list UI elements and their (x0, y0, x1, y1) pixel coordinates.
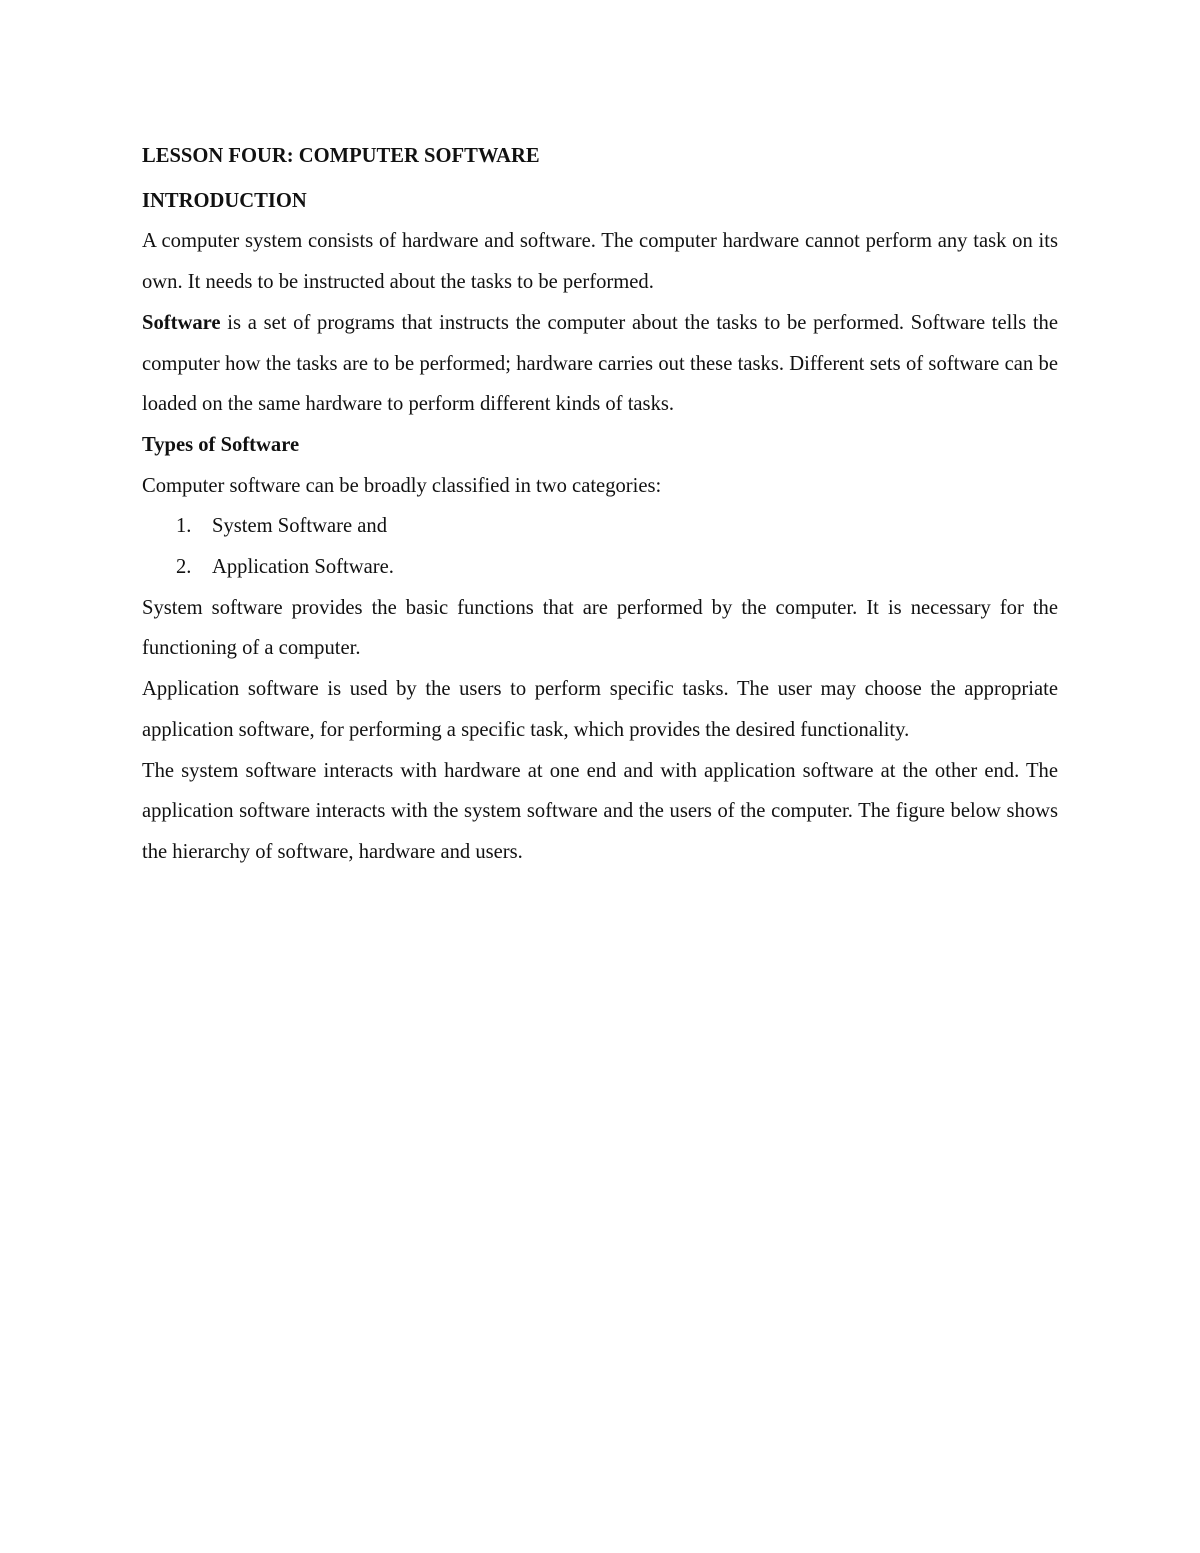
list-item (142, 506, 1058, 547)
interaction-paragraph: The system software interacts with hardware at one end and with application software at the other end. The application software interacts with the system software and the users of the computer. The figure below shows the hierarchy of software, hardware and users. (142, 759, 1058, 863)
types-intro-paragraph: Computer software can be broadly classified in two categories: (142, 474, 662, 497)
lesson-title: LESSON FOUR: COMPUTER SOFTWARE (142, 145, 540, 167)
software-term: Software (142, 311, 221, 334)
software-definition-paragraph (142, 303, 1058, 425)
software-definition-text: is a set of programs that instructs the computer about the tasks to be performed. Software tells the computer how the tasks are to be performed; hardware carries out these tasks. Different sets of software can be loaded on the same hardware to perform different kinds of tasks. (142, 311, 1058, 416)
document-page (142, 136, 1058, 873)
intro-paragraph: A computer system consists of hardware and software. The computer hardware cannot perform any task on its own. It needs to be instructed about the tasks to be performed. (142, 230, 1058, 294)
list-item-label: Application Software. (212, 556, 394, 579)
types-of-software-heading: Types of Software (142, 433, 300, 456)
list-item-number: 1. (176, 515, 192, 538)
system-software-paragraph: System software provides the basic functions that are performed by the computer. It is necessary for the functioning of a computer. (142, 596, 1058, 660)
list-item-number: 2. (176, 556, 192, 579)
list-item (142, 547, 1058, 588)
introduction-heading: INTRODUCTION (142, 189, 307, 212)
application-software-paragraph: Application software is used by the users to perform specific tasks. The user may choose the appropriate application software, for performing a specific task, which provides the desired functionality. (142, 678, 1058, 741)
software-types-list (142, 506, 1058, 587)
list-item-label: System Software and (212, 515, 388, 538)
